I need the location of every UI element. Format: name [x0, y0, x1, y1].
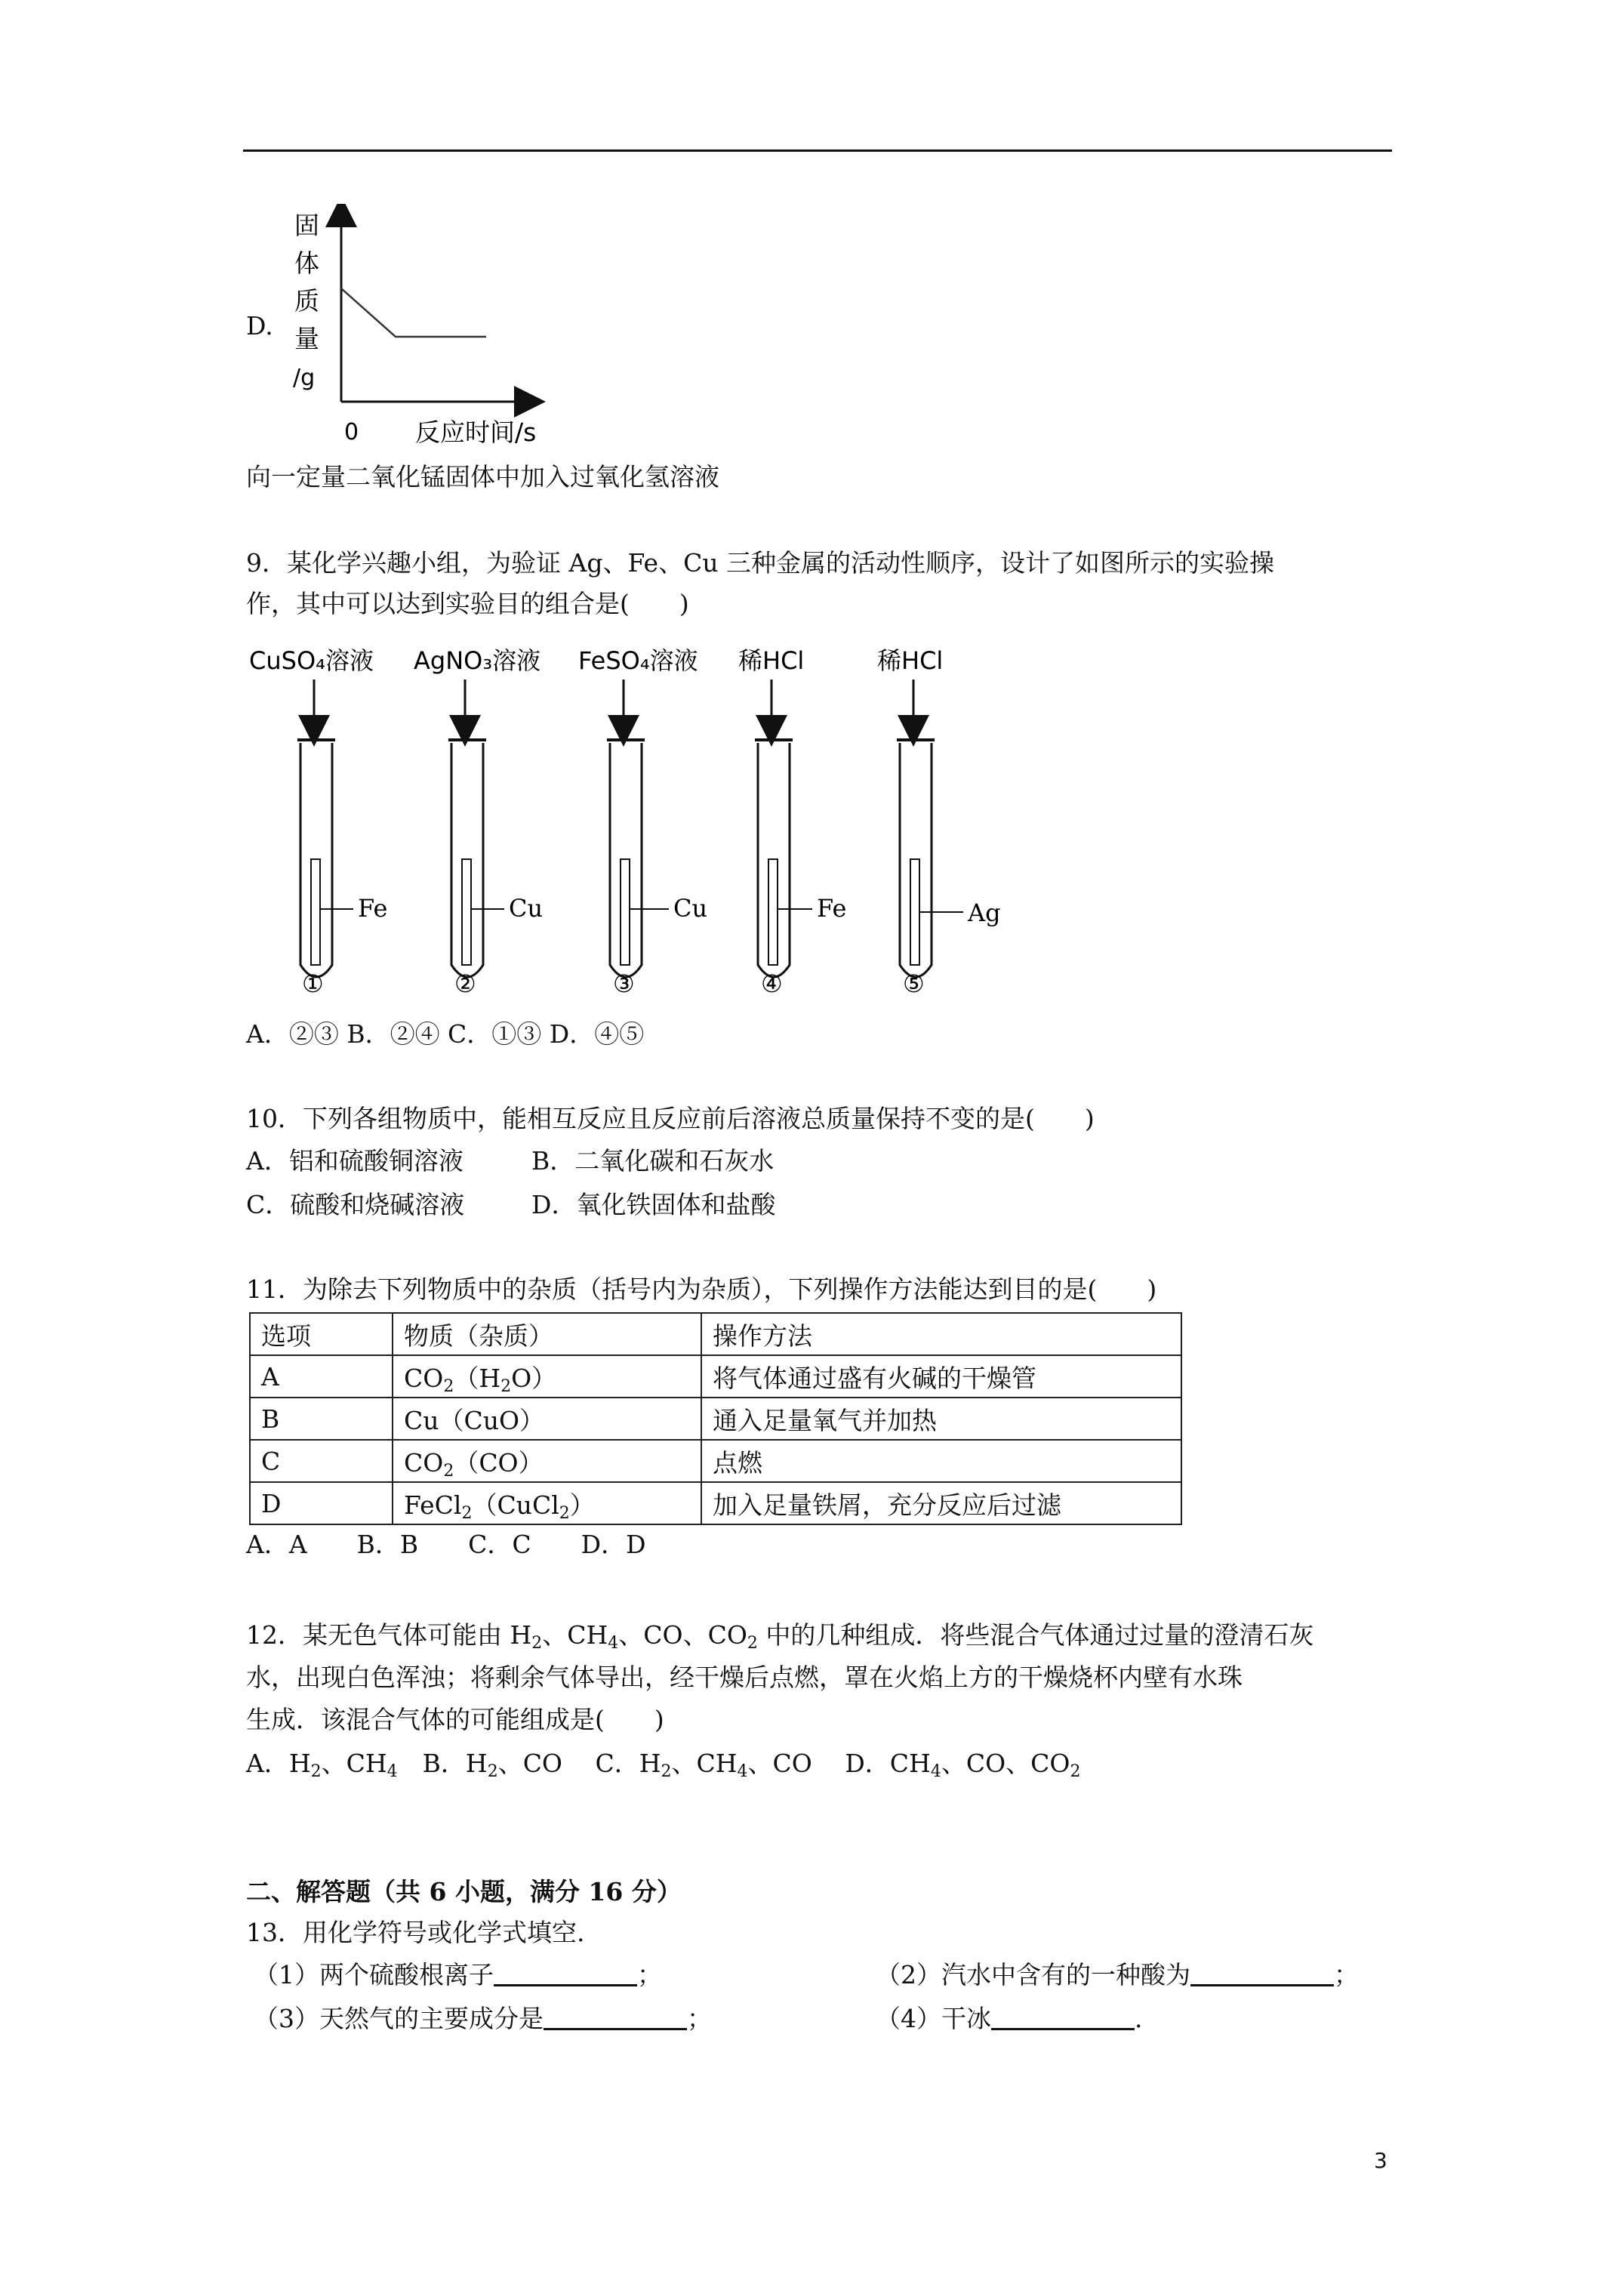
graph-d-curve [341, 288, 486, 337]
table-row [250, 1440, 1181, 1482]
table-row [250, 1355, 1181, 1398]
row-c-method: 点燃 [701, 1440, 1181, 1482]
graph-d-chart [249, 204, 566, 453]
q9-options: A．②③ B．②④ C．①③ D．④⑤ [246, 1019, 645, 1049]
graph-d-ylabel-2: 体 [294, 248, 319, 278]
answer-blank-2[interactable] [1190, 1960, 1334, 1986]
answer-blank-1[interactable] [494, 1960, 637, 1986]
row-c-option: C [250, 1440, 393, 1482]
section2-title: 二、解答题（共 6 小题，满分 16 分） [246, 1877, 682, 1906]
q11-table [249, 1312, 1182, 1525]
header-option: 选项 [250, 1313, 393, 1355]
test-tube-2 [414, 646, 543, 998]
q10-option-d: D．氧化铁固体和盐酸 [531, 1190, 776, 1219]
table-row [250, 1482, 1181, 1524]
tube-3-reagent: FeSO₄溶液 [578, 646, 698, 675]
q13-item-4: （4）干冰 . [876, 2004, 1143, 2033]
tube-2-metal: Cu [509, 894, 544, 923]
graph-d-option: D. [246, 311, 273, 341]
header-rule [243, 149, 1392, 152]
q12-line1: 12．某无色气体可能由 $H_2$、$CH_4$、CO、$CO_2$ 中的几种组成．将些混合气体通过过量的澄清石灰 [246, 1620, 1314, 1653]
q9-line1: 9．某化学兴趣小组，为验证 Ag、Fe、Cu 三种金属的活动性顺序，设计了如图所示的实验操 [246, 548, 1275, 578]
row-b-option: B [250, 1398, 393, 1440]
graph-d-origin: 0 [344, 419, 359, 445]
tube-1-metal: Fe [358, 894, 388, 923]
row-c-substance: $CO_2(CO)$ [393, 1440, 701, 1482]
test-tube-5 [877, 646, 1001, 998]
table-row [250, 1398, 1181, 1440]
tube-5-metal: Ag [968, 898, 1001, 927]
row-b-method: 通入足量氧气并加热 [701, 1398, 1181, 1440]
page-number: 3 [1374, 2148, 1387, 2173]
row-d-option: D [250, 1482, 393, 1524]
tube-5-number: ⑤ [903, 969, 925, 998]
graph-d-ylabel-1: 固 [294, 211, 319, 240]
q12-options: A．$H_2$、$CH_4$ B．$H_2$、CO C．$H_2$、$CH_4$、CO D．$CH_4$、CO、$CO_2$ [246, 1749, 1081, 1781]
tube-1-number: ① [302, 969, 324, 998]
tube-3-metal: Cu [673, 894, 708, 923]
header-method: 操作方法 [701, 1313, 1181, 1355]
q12-line3: 生成．该混合气体的可能组成是( ) [246, 1705, 664, 1734]
row-a-method: 将气体通过盛有火碱的干燥管 [701, 1355, 1181, 1398]
q12-line2: 水，出现白色浑浊；将剩余气体导出，经干燥后点燃，罩在火焰上方的干燥烧杯内壁有水珠 [246, 1663, 1243, 1692]
tube-2-number: ② [454, 969, 476, 998]
header-substance: 物质（杂质） [393, 1313, 701, 1355]
graph-d-xlabel: 反应时间/s [415, 418, 537, 447]
q11-answer-options: A．A B．B C．C D．D [246, 1530, 646, 1559]
q13-item-2: （2）汽水中含有的一种酸为 ； [876, 1960, 1359, 1989]
test-tube-4 [738, 646, 846, 998]
tube-4-number: ④ [761, 969, 783, 998]
tube-4-reagent: 稀HCl [738, 646, 805, 675]
tube-4-metal: Fe [817, 894, 847, 923]
row-a-substance: $CO_2(H_2O)$ [393, 1355, 701, 1398]
answer-blank-4[interactable] [991, 2004, 1135, 2030]
graph-d-ylabel-3: 质 [294, 286, 319, 316]
tube-1-reagent: CuSO₄溶液 [249, 646, 374, 675]
q13-item-1: （1）两个硫酸根离子 ； [254, 1960, 662, 1989]
row-b-substance: Cu（CuO） [393, 1398, 701, 1440]
answer-blank-3[interactable] [544, 2004, 687, 2030]
q10-option-a: A．铝和硫酸铜溶液 [246, 1146, 463, 1176]
q10-stem: 10．下列各组物质中，能相互反应且反应前后溶液总质量保持不变的是( ) [246, 1104, 1095, 1133]
row-d-substance: FeCl$_2$（CuCl$_2$） [393, 1482, 701, 1524]
test-tube-1 [249, 646, 387, 998]
q13-item-3: （3）天然气的主要成分是 ； [254, 2004, 712, 2033]
graph-d-yunit: /g [293, 365, 316, 391]
graph-d-caption: 向一定量二氧化锰固体中加入过氧化氢溶液 [246, 462, 719, 492]
graph-d-ylabel-4: 量 [294, 324, 319, 353]
q10-option-b: B．二氧化碳和石灰水 [531, 1146, 775, 1176]
row-d-method: 加入足量铁屑，充分反应后过滤 [701, 1482, 1181, 1524]
tube-3-number: ③ [613, 969, 635, 998]
row-a-option: A [250, 1355, 393, 1398]
test-tube-3 [578, 646, 707, 998]
q9-test-tubes-figure [242, 640, 1057, 1003]
q9-line2: 作，其中可以达到实验目的组合是( ) [246, 589, 689, 618]
q10-option-c: C．硫酸和烧碱溶液 [246, 1190, 465, 1219]
tube-2-reagent: AgNO₃溶液 [414, 646, 541, 675]
q11-stem: 11．为除去下列物质中的杂质（括号内为杂质），下列操作方法能达到目的是( ) [246, 1274, 1157, 1304]
tube-5-reagent: 稀HCl [877, 646, 944, 675]
q13-stem: 13．用化学符号或化学式填空. [246, 1918, 585, 1947]
table-header-row [250, 1313, 1181, 1355]
